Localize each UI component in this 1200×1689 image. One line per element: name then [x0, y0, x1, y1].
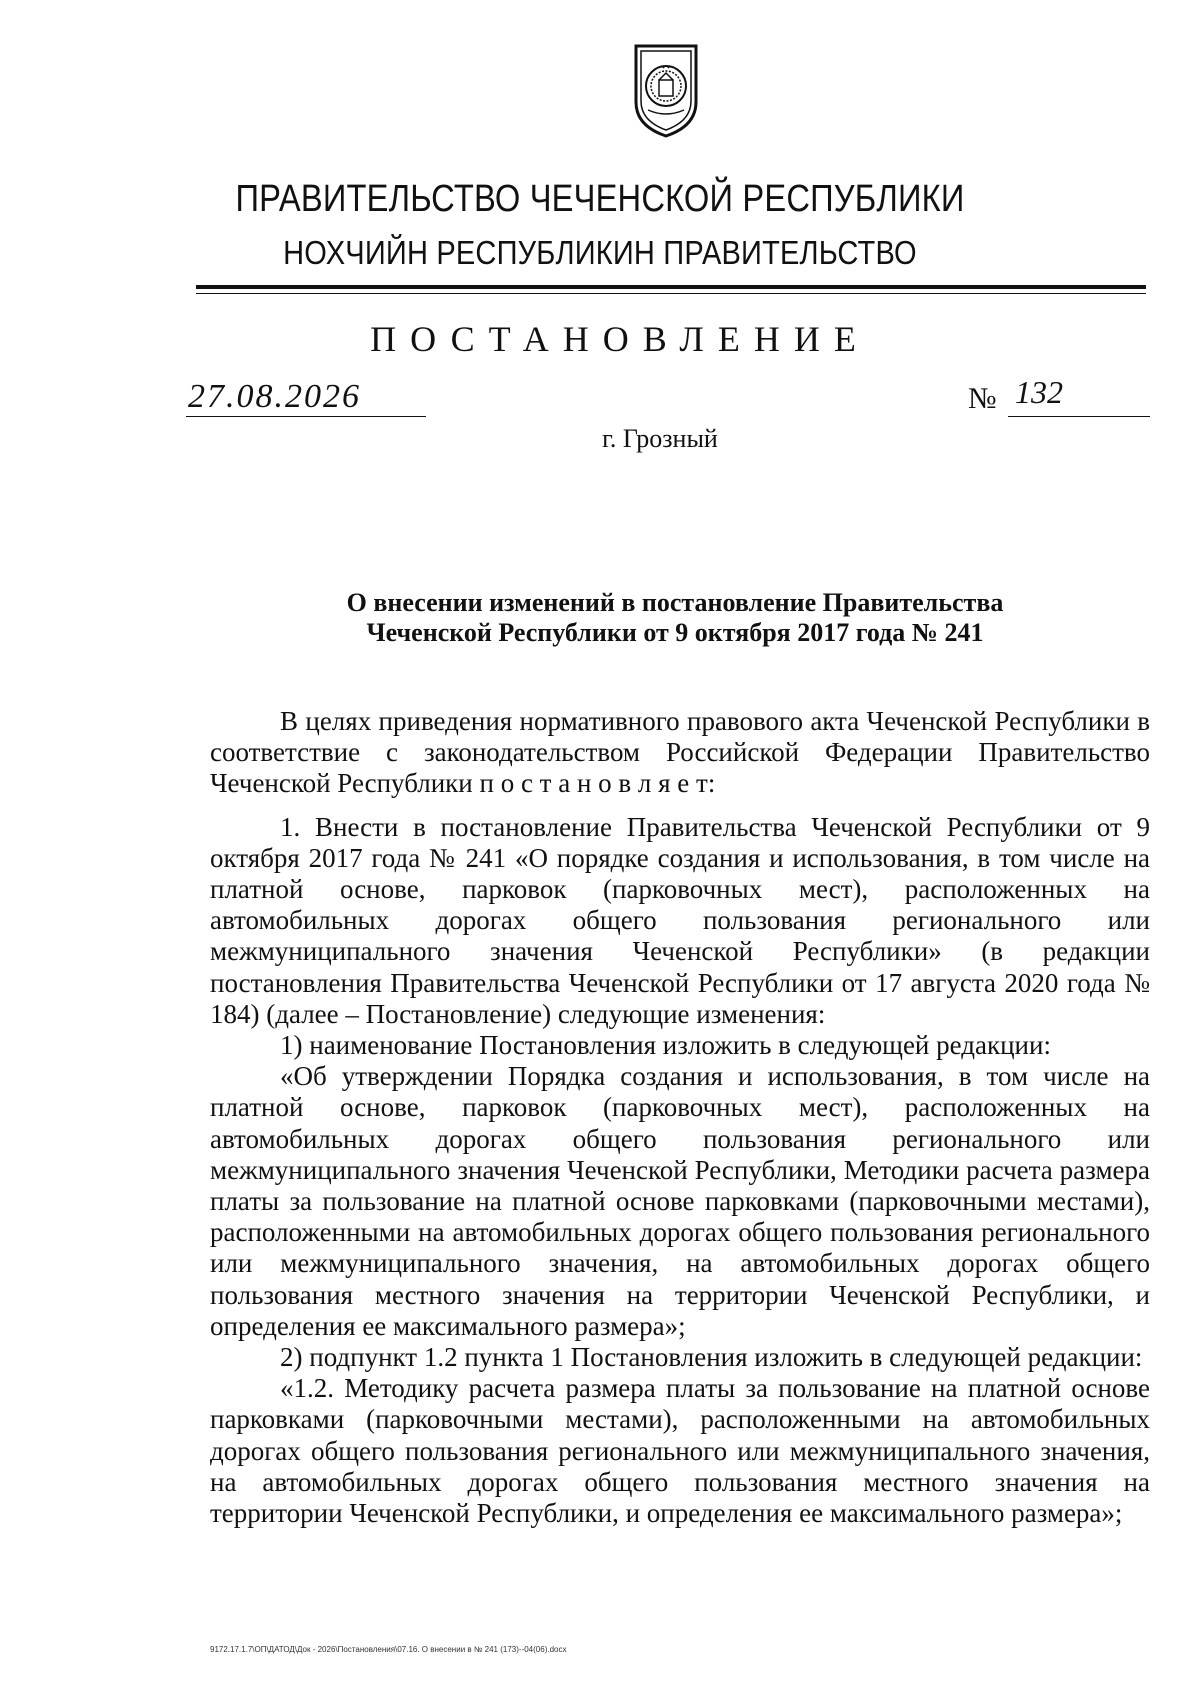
number-underline [1008, 416, 1150, 417]
date-underline [186, 416, 426, 417]
document-city: г. Грозный [602, 424, 718, 453]
document-type: ПОСТАНОВЛЕНИЕ [370, 319, 870, 359]
document-heading [200, 588, 1150, 648]
file-path-footer: 9172.17.1.7\ОП\ДАТОД\Док - 2026\Постановления\07.16. О внесении в № 241 (173)--04(06).docx [210, 1645, 567, 1654]
paragraph-subitem-1: 1) наименование Постановления изложить в следующей редакции: [280, 1030, 1051, 1061]
document-body [210, 706, 1150, 1529]
number-label: № [968, 382, 997, 415]
document-date: 27.08.2026 [188, 378, 361, 415]
paragraph-quote-2: «1.2. Методику расчета размера платы за пользование на платной основе парковками (парковочными местами), расположенными на автомобильных дорогах общего пользования регионального или межмуниципального значения, на автомобильных дорогах общего пользования местного значения на территории Чеченской Республики, и определения ее максимального размера»; [210, 1373, 1150, 1529]
heading-line-2: Чеченской Республики от 9 октября 2017 года № 241 [366, 618, 984, 647]
paragraph-item-1: 1. Внести в постановление Правительства Чеченской Республики от 9 октября 2017 года № 241 «О порядке создания и использования, в том числе на платной основе, парковок (парковочных мест), расположенных на автомобильных дорогах общего пользования регионального или межмуниципального значения Чеченской Республики» (в редакции постановления Правительства Чеченской Республики от 17 августа 2020 года № 184) (далее – Постановление) следующие изменения: [210, 811, 1150, 1029]
paragraph-quote-1: «Об утверждении Порядка создания и использования, в том числе на платной основе, парковок (парковочных мест), расположенных на автомобильных дорогах общего пользования регионального или межмуниципального значения Чеченской Республики, Методики расчета размера платы за пользование на платной основе парковками (парковочными местами), расположенными на автомобильных дорогах общего пользования регионального или межмуниципального значения, на автомобильных дорогах общего пользования местного значения на территории Чеченской Республики, и определения ее максимального размера»; [210, 1061, 1150, 1341]
header-rule-thin [196, 293, 1146, 294]
heading-line-1: О внесении изменений в постановление Правительства [346, 588, 1004, 617]
header-rule-thick [196, 285, 1146, 289]
paragraph-preamble: В целях приведения нормативного правового акта Чеченской Республики в соответствие с законодательством Российской Федерации Правительство Чеченской Республики п о с т а н о в л я е т: [210, 706, 1150, 799]
paragraph-subitem-2: 2) подпункт 1.2 пункта 1 Постановления изложить в следующей редакции: [280, 1342, 1143, 1373]
coat-of-arms-icon [628, 40, 704, 140]
organization-name-ce: НОХЧИЙН РЕСПУБЛИКИН ПРАВИТЕЛЬСТВО [283, 234, 917, 271]
document-number: 132 [1015, 374, 1063, 410]
organization-name-ru: ПРАВИТЕЛЬСТВО ЧЕЧЕНСКОЙ РЕСПУБЛИКИ [235, 178, 965, 220]
